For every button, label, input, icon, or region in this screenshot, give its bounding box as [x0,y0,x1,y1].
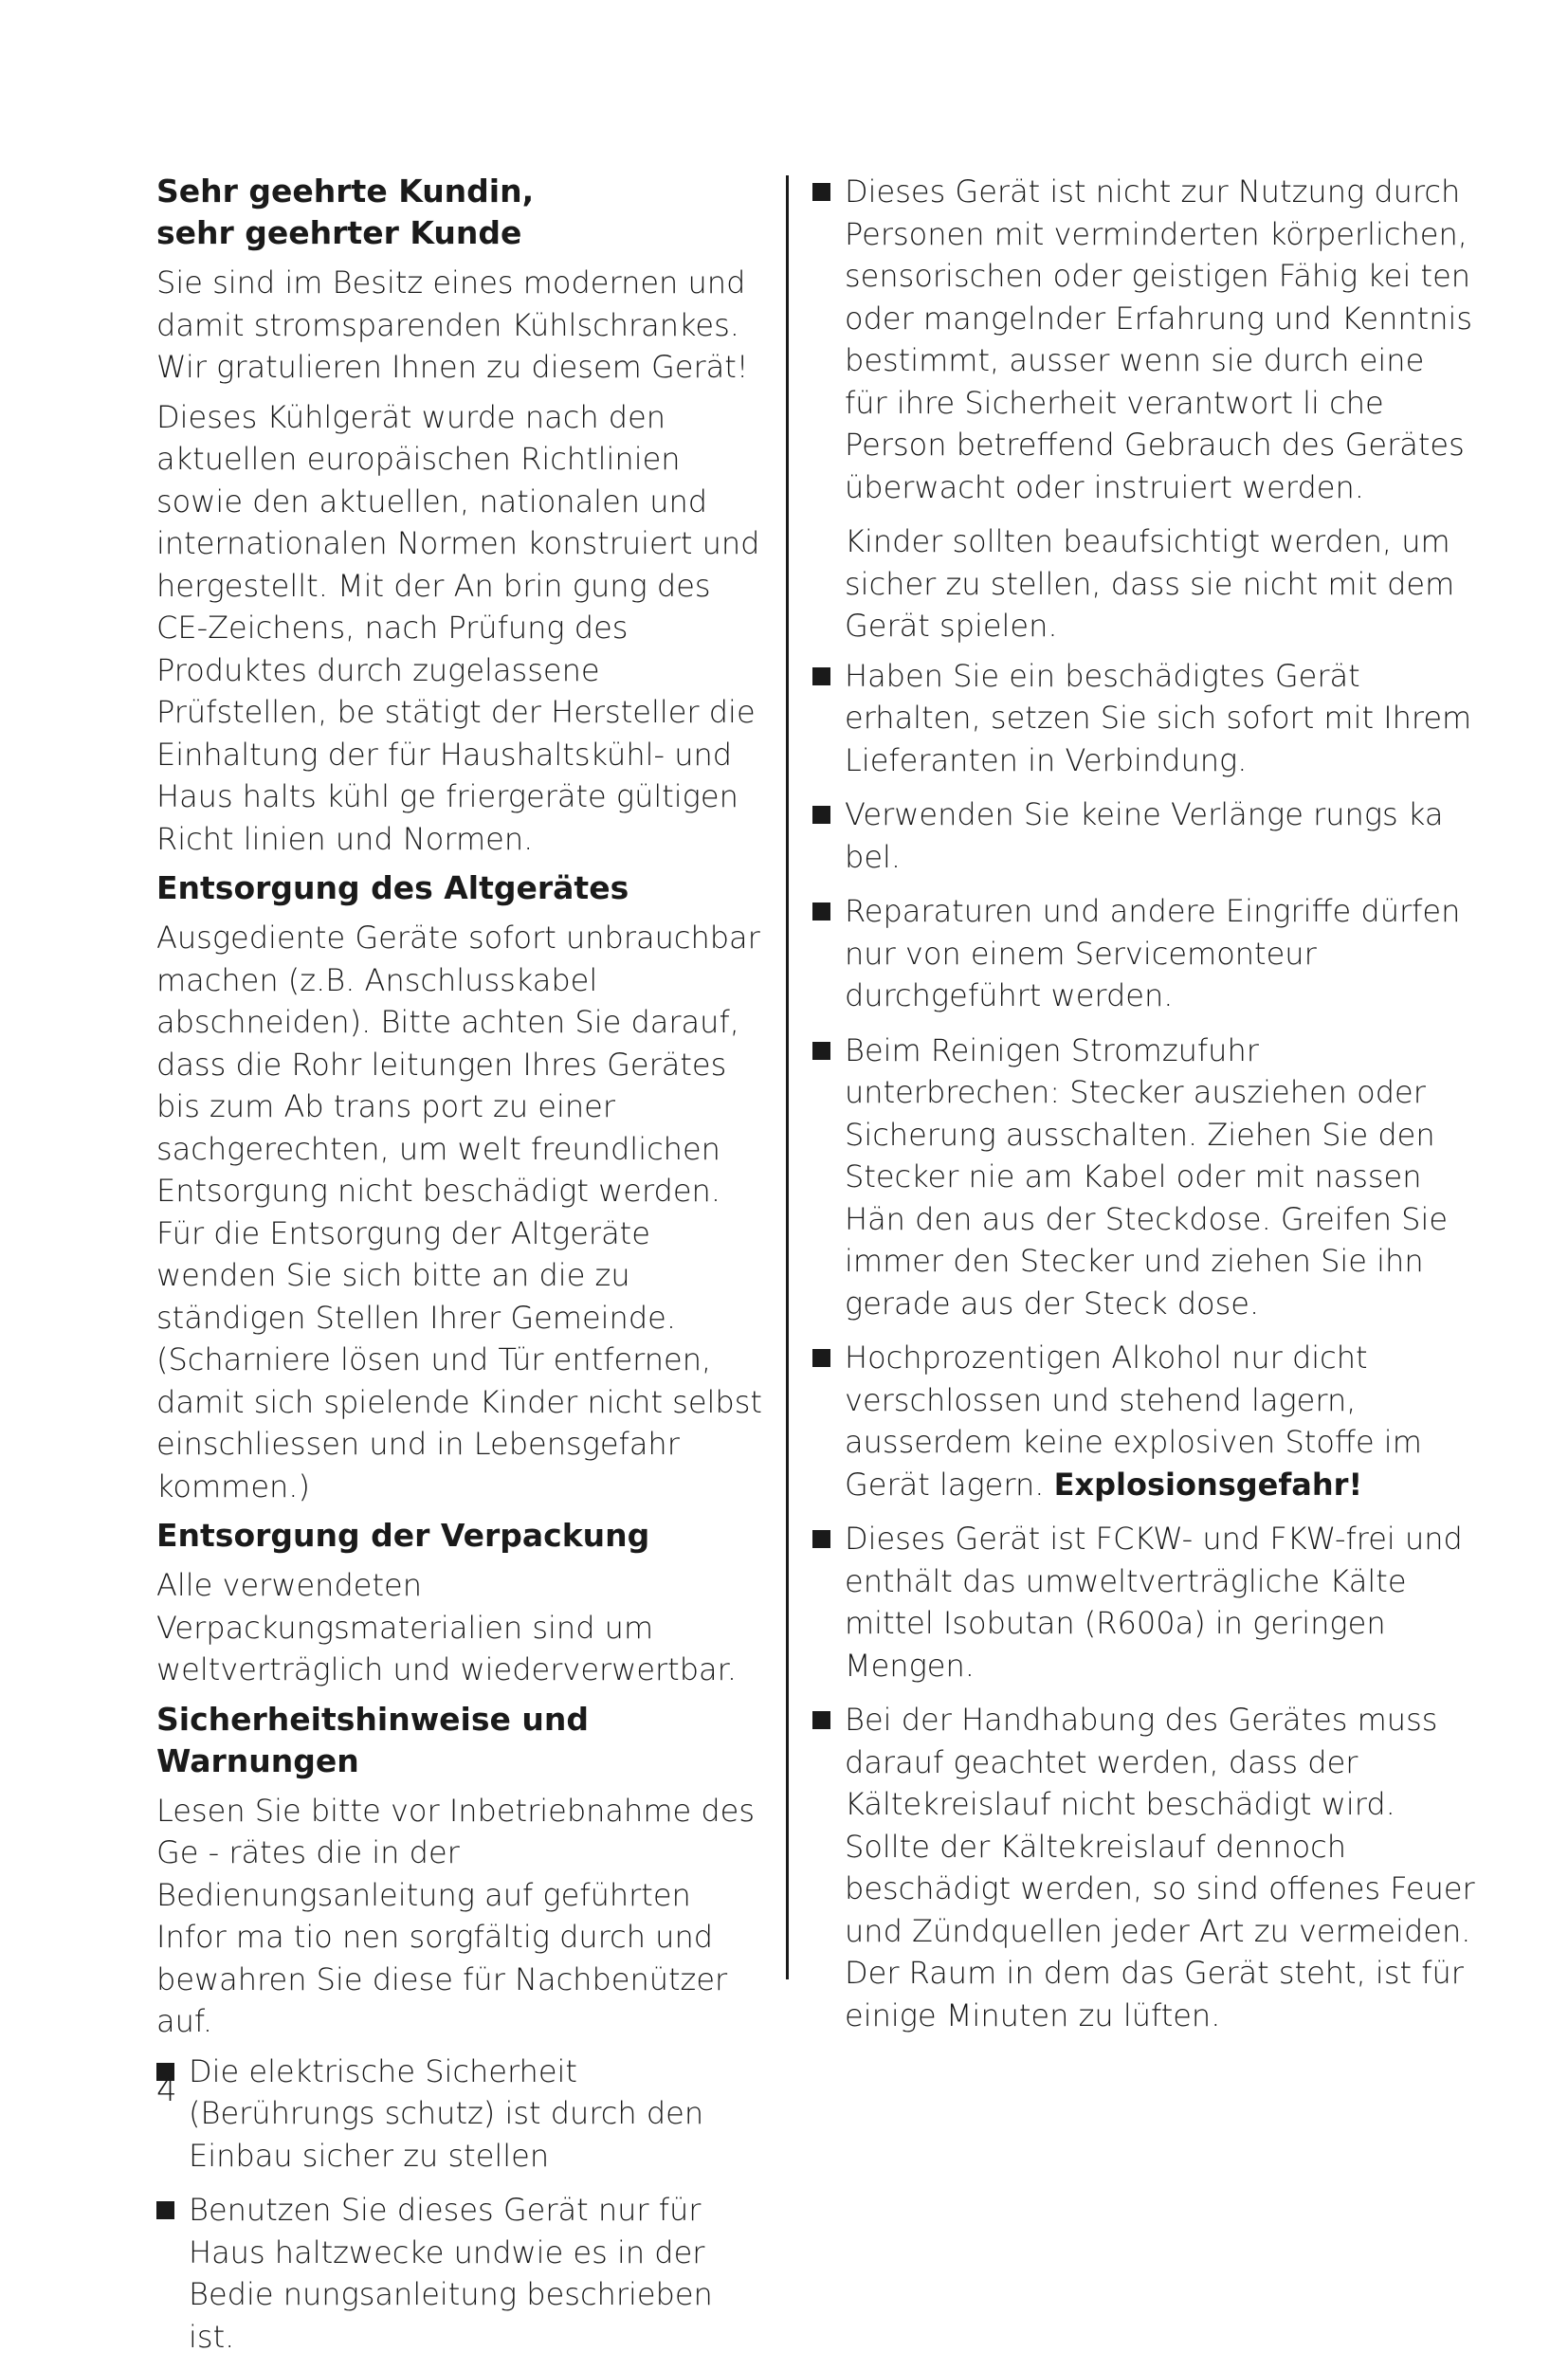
greeting-line-1: Sehr geehrte Kundin, [156,173,535,210]
page-number: 4 [156,2071,177,2109]
list-item-text: Verwenden Sie keine Verlänge rungs ka bel. [845,796,1444,875]
bullet-square-icon [812,1042,830,1060]
list-item-text: Hochprozentigen Alkohol nur dicht verschlossen und stehend lagern, ausserdem keine explosiven Stoffe im Gerät lagern. [845,1340,1422,1503]
bullet-square-icon [812,1530,830,1548]
list-item-text: Dieses Gerät ist FCKW- und FKW-frei und enthält das umweltverträgliche Kälte mittel Isobutan (R600a) in geringen Mengen. [845,1521,1463,1684]
disposal-old-paragraph: Ausgediente Geräte sofort unbrauchbar machen (z.B. Anschlusskabel abschneiden). Bitte achten Sie darauf, dass die Rohr leitungen Ihres Gerätes bis zum Ab trans port zu einer sachgerechten, um welt freundlichen Entsorgung nicht beschädigt werden. Für die Entsorgung der Altgeräte wenden Sie sich bitte an die zu ständigen Stellen Ihrer Gemeinde. (Scharniere lösen und Tür entfernen, damit sich spielende Kinder nicht selbst einschliessen und in Lebensgefahr kommen.) [156,920,762,1504]
list-item [812,1699,1476,2036]
list-item-text: Benutzen Sie dieses Gerät nur für Haus haltzwecke undwie es in der Bedie nungsanleitung beschrieben ist. [189,2192,713,2355]
list-item [812,890,1476,1017]
list-item-text: Reparaturen und andere Eingriffe dürfen nur von einem Servicemonteur durchgeführt werden. [845,893,1461,1013]
disposal-old-heading: Entsorgung des Altgerätes [156,869,629,906]
list-item [812,171,1476,508]
list-item [812,1337,1476,1505]
bullet-square-icon [812,806,830,824]
intro-paragraph: Sie sind im Besitz eines modernen und damit stromsparenden Kühlschrankes. Wir gratulieren Ihnen zu diesem Gerät! [156,264,749,385]
greeting-heading [156,171,763,254]
greeting-line-2: sehr geehrter Kunde [156,214,522,251]
safety-paragraph: Lesen Sie bitte vor Inbetriebnahme des Ge - rätes die in der Bedienungsanleitung auf geführten Infor ma tio nen sorgfältig durch und bewahren Sie diese für Nachbenützer auf. [156,1792,756,2039]
bullet-square-icon [812,902,830,921]
list-item [812,1518,1476,1686]
bullet-square-icon [812,183,830,201]
children-paragraph: Kinder sollten beaufsichtigt werden, um sicher zu stellen, dass sie nicht mit dem Gerät spielen. [845,523,1455,644]
list-item [812,1030,1476,1325]
explosion-warning: Explosionsgefahr! [1053,1466,1363,1503]
safety-heading: Sicherheitshinweise und Warnungen [156,1700,589,1779]
right-column [812,171,1476,2049]
list-item [812,793,1476,878]
bullet-square-icon [812,1349,830,1367]
disposal-packaging-heading: Entsorgung der Verpackung [156,1517,650,1554]
bullet-square-icon [156,2201,174,2219]
list-item-text: Dieses Gerät ist nicht zur Nutzung durch Personen mit verminderten körperlichen, sensorischen oder geistigen Fähig kei ten oder mangelnder Erfahrung und Kenntnis bestimmt, ausser wenn sie durch eine für ihre Sicherheit verantwort li che Person betreffend Gebrauch des Gerätes überwacht oder instruiert werden. [845,173,1473,505]
list-item [156,2189,763,2358]
list-item [156,2051,763,2178]
list-item-text: Die elektrische Sicherheit (Berührungs schutz) ist durch den Einbau sicher zu stellen [189,2052,704,2174]
compliance-paragraph: Dieses Kühlgerät wurde nach den aktuellen europäischen Richtlinien sowie den aktuellen, nationalen und internationalen Normen konstruiert und hergestellt. Mit der An brin gung des CE-Zeichens, nach Prüfung des Produktes durch zugelassene Prüfstellen, be stätigt der Hersteller die Einhaltung der für Haushaltskühl- und Haus halts kühl ge friergeräte gültigen Richt linien und Normen. [156,398,760,857]
list-item-text: Beim Reinigen Stromzufuhr unterbrechen: Stecker ausziehen oder Sicherung ausschalten. Ziehen Sie den Stecker nie am Kabel oder mit nassen Hän den aus der Steckdose. Greifen Sie immer den Stecker und ziehen Sie ihn gerade aus der Steck dose. [845,1031,1449,1322]
list-item-text: Haben Sie ein beschädigtes Gerät erhalten, setzen Sie sich sofort mit Ihrem Lieferanten in Verbindung. [845,657,1472,778]
list-item-text: Bei der Handhabung des Gerätes muss darauf geachtet werden, dass der Kältekreislauf nicht beschädigt wird. Sollte der Kältekreislauf dennoch beschädigt werden, so sind offenes Feuer und Zündquellen jeder Art zu vermeiden. Der Raum in dem das Gerät steht, ist für einige Minuten zu lüften. [845,1702,1475,2033]
list-item [812,655,1476,782]
left-column [156,171,763,2370]
bullet-square-icon [812,1711,830,1729]
disposal-packaging-paragraph: Alle verwendeten Verpackungsmaterialien sind um weltverträglich und wiederverwertbar. [156,1567,738,1687]
bullet-square-icon [812,667,830,685]
column-divider [786,175,789,1979]
